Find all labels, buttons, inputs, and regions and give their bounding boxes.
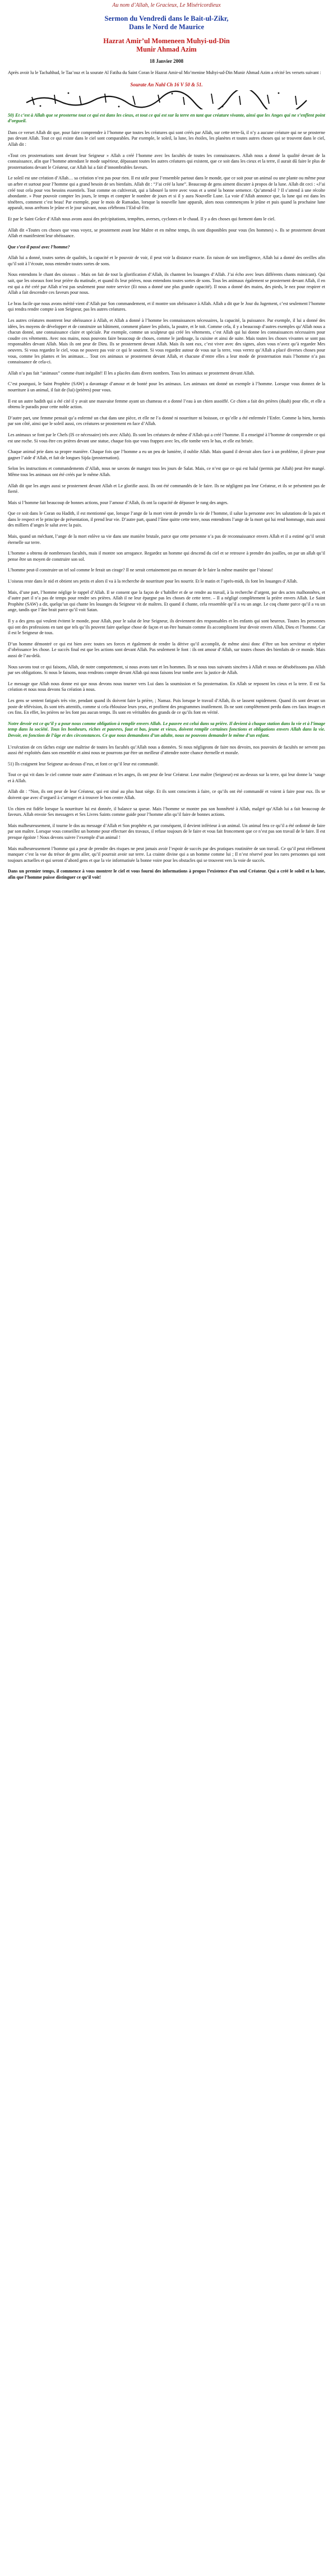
paragraph: Que ce soit dans le Coran ou Hadith, il est mentionné que, lorsque l’ange de la mort vient de prendre la vie de l’homme, il salue la personne avec les salutations de la paix et dans le respect et le principe de présentation, il prend leur vie. D’autre part, quand l’âme quitte cette terre, nous entendrons l’ange de la mort qui lui rend hommage, mais aussi des milliers d’anges le salut avec la paix. xyxy=(8,511,325,528)
paragraph: Mais, quand un méchant, l’ange de la mort enlève sa vie dans une manière brutale, parce que cette personne n’a pas de reconnaissance envers Allah et il a estimé qu’il serait éternelle sur terre. xyxy=(8,534,325,545)
paragraph: Un chien est fidèle lorsque la nourriture lui est donnée, il balance sa queue. Mais l’homme se montre pas son honnêteté à Allah, malgré qu’Allah lui a fait beaucoup de faveurs. Allah envoie Ses messagers et Ses Livres Saints comme guide pour l’homme afin qu’il faire de bonnes actions. xyxy=(8,806,325,818)
paragraph: Allah n’a pas fait “animaux” comme étant inégalité! Il les a placées dans divers nombres. Tous les animaux se prosternent devant Allah. xyxy=(8,370,255,376)
paragraph: Le message que Allah nous donne est que nous devons nous tourner vers Lui dans la soumission et Sa prosternation. En Allah se reposent les cieux et la terre. Il est Sa création et nous nous devons Sa création à nous. xyxy=(8,681,325,693)
paragraph: Allah lui a donné, toutes sortes de qualités, la capacité et le pouvoir de voir, il peut voir la distance exacte. En raison de son intelligence, Allah lui a donné des oreilles afin qu’il soit à l’écoute, nous entendre toutes sortes de sons. xyxy=(8,255,325,266)
section-heading: Que s’est-il passé avec l’homme? xyxy=(8,244,70,250)
bismillah-header: Au nom d’Allah, le Gracieux, Le Miséricordieux xyxy=(112,2,221,8)
verse-50-translation: 50) Et c’est à Allah que se prosterne tout ce qui est dans les cieux, et tout ce qui est sur la terre en tant que créature vivante, ainsi que les Anges qui ne s’enflent point d’orgueil. xyxy=(8,112,325,124)
paragraph: L’oiseau reste dans le nid et obtient ses petits et alors il va à la recherche de nourriture pour les nourrir. Et le matin et l’après-midi, ils font les louanges d’Allah. xyxy=(8,579,298,584)
paragraph: Mais si l’homme fait beaucoup de bonnes actions, pour l’amour d’Allah, ils ont la capacité de dépasser le rang des anges. xyxy=(8,500,229,505)
sermon-title-line-1: Sermon du Vendredi dans le Bait-ul-Zikr, xyxy=(104,15,229,22)
paragraph: Nous entendons le chant des oiseaux – Mais on fait de tout la glorification d’Allah, ils chantent les louanges d’Allah. J’ai écho avec leurs différents chants mimicant). Qui sait, que les oiseaux font leur prière du matinale, et quand ils leur prières, nous entendons toutes sortes de sons. Tous les animaux également se prosternent devant Allah, il en est qui a été créé par Allah n’est pas seulement pour notre service (Et nous a donné une plus grande capacité). Il nous a donné des mains, des pieds, le nez pour respirer et Allah a fait descendre ces faveurs pour nous. xyxy=(8,272,325,296)
paragraph: Et par le Saint Grâce d’Allah nous avons aussi des précipitations, tempêtes, averses, cyclones et le chaud. Il y a des choses qui forment dans le ciel. xyxy=(8,216,276,221)
paragraph: Le bras facile que nous avons mérité vient d’Allah par Son commandement, et il montre son obéissance à Allah. Allah a dit que le Jour du Jugement, c’est seulement l’homme qui rendra rendre compte à son Seigneur, pas les autres créatures. xyxy=(8,301,325,312)
paragraph: D’autre part, une femme pensait qu’a enfermé un chat dans une pièce, et elle ne l’a donné ni nourriture ni boisson, ce qu’elle a été enfermée l’Enfer. Comme la bien, hormis par son côté, ainsi que le soleil aussi, ces créatures se prosternent en face d’Allah. xyxy=(8,415,325,427)
paragraph: Tout ce qui vit dans le ciel comme toute autre d’animaux et les anges, ils ont peur de leur Créateur. Leur maître (Seigneur) est au-dessus sur la terre, qui leur donne la ‘sauge et à Allah. xyxy=(8,772,325,783)
paragraph: Allah dit que les anges aussi se prosternent devant Allah et Le glorifie aussi. Ils ont été commandés de le faire. Ils ne négligent pas leur Créateur, et ils se présentent pas de fierté. xyxy=(8,483,325,495)
paragraph: Selon les instructions et commandements d’Allah, nous ne savons de mangez tous les jours de Salat. Mais, ce n’est que ce qui est halal (permis par Allah) peut être mangé. Même tous les animaux ont été créés par le même Allah. xyxy=(8,466,325,477)
paragraph: L’homme a obtenu de nombreuses facultés, mais il montre son arrogance. Regardez un homme qui descend du ciel et se retrouve à prendre des joailles, on par un allah qu’il pense être un moyen de construire son sol. xyxy=(8,551,325,562)
paragraph: D’un homme démontré ce qui est bien avec toutes ses forces et également de rendre la dérive qu’il accomplit, de même ainsi donc d’être un bon serviteur et répéter d’obéissance les chose. Le succès final est que les actions sont devant Allah. Pas seulement le font : ils ont amour d’Allah, sur toutes choses des bienfaits de ce monde. Mais aussi de l’au-delà. xyxy=(8,641,325,658)
sermon-body xyxy=(8,130,325,881)
paragraph: Nous savons tout ce qui faisons, Allah, de notre comportement, si nous avons tant et les hommes. Ils se nous tous suivants sincères à Allah et nous ne désobéissons pas Allah par ses obligations. Si nous le faisons, nous rendrons compte devant Allah qui nous faisons leur tombe avec la justice de Allah. xyxy=(8,664,325,676)
paragraph: 51) Ils craignent leur Seigneur au-dessus d’eux, et font ce qu’il leur est commandé. xyxy=(8,761,159,767)
paragraph: Dans ce verset Allah dit que, pour faire comprendre à l’homme que toutes les créatures qui sont créés par Allah, sur cette terre-là, il n’y a aucune créature qui ne se prosterne pas devant Allah. Tout ce qui existe dans le ciel sont comparables. Par exemple, le soleil, la lune, les étoiles, les planètes et toutes autres choses qui se trouvent dans le ciel, Allah dit : xyxy=(8,130,325,147)
paragraph: Il y a des gens qui veulent évitent le monde, pour Allah, pour le salut de leur Seigneur, ils deviennent des responsables et les enfants qui sont heureux. Toutes les personnes qui ont des professions en tant que tels qu’ils peuvent faire quelque chose de façon et un être humain comme ils accomplissent leur devoir envers Allah, Dieu et l’homme. Car il est le Seigneur de tous. xyxy=(8,618,325,636)
closing-amen: Dans un premier temps, il commence à vous montrer le ciel et vous fourni des informations à propos l’existence d’un seul Créateur. Qui a créé le soleil et la lune, afin que l’homme puisse distinguer ce qu’il voit! xyxy=(8,869,325,880)
sermon-date: 18 Janvier 2008 xyxy=(149,58,184,64)
paragraph: Il est un autre hadith qui a été cité il y avait une mauvaise femme ayant un chameau et a donné l’eau à un chien assoiffé. Ce chien a fait des prières (duah) pour elle, et elle a obtenu le paradis pour cette noble action. xyxy=(8,398,325,410)
intro-paragraph: Après avoir lu le Tachahhud, le Taa’ouz et la sourate Al Fatiha du Saint Coran le Hazrat Amir-ul Mo’menine Muhyi-ud-Din Munir Ahmad Azim a récité les versets suivant : xyxy=(8,70,321,75)
paragraph: Mais malheureusement l’homme qui a peur de prendre des risques ne peut jamais avoir l’espoir de succès par des pratiques routinière de son travail. Ce qu’il peut réellement manquer c’est la vue du trésor de gens aller, qu’il pourrait avoir sur terre. La crainte divine qui a un homme comme lui ; Il n’est réservé pour les rares personnes qui sont toujours actuelles et qui seront d’abord gens et que la vie informatisée la bonne voire pour les obstacles qui se trouvent vers la voie de succès. xyxy=(8,846,325,863)
hazrat-name-line-1: Hazrat Amir’ul Momeneen Muhyi-ud-Din xyxy=(103,37,230,45)
verse-reference: Sourate An Nahl Ch 16 V 50 & 51. xyxy=(130,81,203,87)
paragraph: C’est pourquoi, le Saint Prophète (SAW) a davantage d’amour et de bonté pour les animaux. Les animaux ont donné un exemple à l’homme. Lorsque vous donnez de la nourriture à un animal, il fait de (lui) (prières) pour vous. xyxy=(8,381,325,393)
paragraph: Les gens se sentent fatigués très vite, pendant quand ils doivent faire la prière, ; Namaz. Puis lorsque le travail d’Allah, ils se lassent rapidement. Quand ils sont devant un poste de télévision, ils sont très attentifs, comme si cela éblouisse leurs yeux, et profitent des programmes inutilement. Ils ne sont complètement perdu dans ces faux images et ces fins. En effet, les prières ne les font pas aucun temps. Ils sont en véritables des grands de ce qu’ils font en vérité. xyxy=(8,698,325,715)
paragraph: Mais, d’une part, l’homme néglige le rappel d’Allah. Il se consent que la façon de s’habiller et de se rendre au travail, à la recherche d’argent, par des actes malhonnêtes, et d’autre part il n’a pas de temps pour rendre ses prières. Allah il ne leur épargne pas les choses de cette terre. – Il a négligé complètement la prière envers Allah. Le Saint Prophète (SAW) a dit, quelqu’un qui chante les louanges du Seigneur vit de maîtres. Et quand il chante, cela ressemble qu’il a vu un ange. Le coq chante parce qu’il a vu un ange, tandis que l’âne brait parce qu’il voit Satan. xyxy=(8,589,325,613)
hazrat-name-line-2: Munir Ahmad Azim xyxy=(136,45,197,53)
sermon-title-line-2: Dans le Nord de Maurice xyxy=(128,23,204,31)
paragraph: L’homme peut-il construire un tel sol comme le ferait un cirage? Il ne serait certainement pas en mesure de le faire la même manière que l’oiseau! xyxy=(8,567,273,573)
paragraph: Allah dit : “Non, ils ont peur de leur Créateur, qui est situé au plus haut siège. Et ils sont conscients à faire, ce qu’ils ont été commandé et voient à faire pour eux. Ils se doivent que avec d’orgueil à s’arroger et à trouver le bon centre Allah. xyxy=(8,789,325,801)
paragraph: «Tout ces prosternations sont devant leur Seigneur » Allah a créé l’homme avec les facultés de toutes les connaissances. Allah nous a donné la qualité devant de la connaissance, afin que l’homme attendant le mode supérieur, dépassant toutes les autres créatures qui existent, que ce soit dans les cieux et la terre, il aurait dû faire le plus de prosternations devant le Créateur, car Allah lui a fait d’innombrables faveurs. xyxy=(8,153,325,170)
paragraph: Chaque animal prie dans sa propre manière. Chaque fois que l’homme a eu un peu de lumière, il oublie Allah. Mais quand il devrait alors face à un problème, il pleure pour gagner l’aide d’Allah, et fait de longues Sijda (prosternation). xyxy=(8,449,325,460)
paragraph: L’exécution de ces tâches exige une maîtrise de toutes les facultés qu’Allah nous a données. Si nous négligeons de faire nos devoirs, nos pouvoirs de facultés ne servent pas aussi été exploités dans son ensemble et ainsi nous ne pourrons par être un meilleur d’attendre notre chance éternelle et morale. xyxy=(8,744,325,756)
paragraph: Allah dit «Toutes ces choses que vous voyez, se prosternent avant leur Maître et en même temps, ils sont disponibles pour vous (les hommes) ». Ils se prosternent devant Allah et manifestent leur obéissance. xyxy=(8,227,325,239)
paragraph: Les autres créatures montrent leur obéissance à Allah, et Allah a donné à l’homme les connaissances nécessaires, la capacité, la puissance. Par exemple, il lui a donné des idées, les moyens de développer et de construire un bâtiment, comment planer les pilotis, la poutre, et le toit. Comme cela, il y a beaucoup d’autres exemples qu’Allah nous a chacun donné, une connaissance claire et spéciale. Par exemple, comme un sculpteur qui créé les vêtements, c’est Allah qui lui donne les connaissances nécessaires pour coudre ces vêtements. Avec nos mains, nous pouvons faire beaucoup de choses, comme le jardinage, la cuisine et ainsi de suite. Mais toutes les choses vivantes se sont pas responsables devant Allah. Mais ils ont peur de Dieu. Ils se prosternent devant Allah. Mais ils sont eux, c’est vivre avec des signes, alors vous n’avez qu’à regarder Mes oeuvres. Si vous regardez le ciel, vous ne pouvez pas voir ce qui le soutient. Si vous regardez autour de vous sur la terre, vous verrez qu’Allah a placé diverses choses pour vous, comme les plantes et les animaux… Tout ces animaux se prosternent devant Allah, et chacune d’entre elles a leur mode de prosternation mais l’homme n’a pas connaissance de cela-ci. xyxy=(8,318,325,365)
verse-51-translation: Notre devoir est ce qu’il y a pour nous comme obligation à remplir envers Allah. Le pauvre est celui dans sa prière. Il devient à chaque station dans la vie et à l’image temp dans la société. Tous les bonheurs, riches et pauvres, faut et bas, jeune et vieux, doivent remplir certaines fonctions et obligations envers Allah dans la vie. Devoir, en fonction de l’âge et des circonstances. Ce que nous demandons d’un adulte, nous ne pouvons demander le même d’un enfant. xyxy=(8,721,325,738)
paragraph: Le soleil est une création d’Allah… sa création n’est pas pour rien. Il est utile pour l’ensemble partout dans le monde, que ce soit pour un animal ou une plante ou même pour un arbre et surtout pour l’homme qui a grand besoin de ses bienfaits. Allah dit : “J’ai créé la lune”. Beaucoup de gens aiment discuter à propos de la lune. Allah dit ceci : «J’ai créé tout cela pour vos besoins essentiels. Tout comme on cultiverait, qui a labouré la terre avec vous et a semé la bonne semence. Qu’attend-il ? Il s’attend à une récolte abondante. » Pour pouvoir compter les jours, le temps et compter le nombre de jours et si il y aura Nouvelle Lune. La voie d’Allah annonce que, la lune qui est dans les ténèbres, comment c’est beau! Par exemple, pour le mois de Ramadan, lorsque la nouvelle lune apparaît, alors nous commençons le jeûne et puis quand la prochaine lune apparaît, nous arrêtons le jeûne et le jour suivant, nous célébrons l’Eid-ul-Fitr. xyxy=(8,176,325,211)
paragraph: Mais malheureusement, il tourne le dos au message d’Allah et Son prophète et, par conséquent, il devient inférieur à un animal. Un animal fera ce qu’il a été ordonné de faire par son maître. Lorsque vous conseillez un homme pour effectuer des travaux, il refuse toujours de le faire et vous fait froncement que ce n’est pas son travail de le faire. Il est presque égoïste ! Nous devons suivre l’exemple d’un animal ! xyxy=(8,823,325,841)
arabic-calligraphy-image xyxy=(21,90,312,109)
paragraph: Les animaux se font par le Chefs (IS ce nécessaire) très avec Allah). Ils sont les créatures de même d’Allah qui a créé l’homme. Il a enseigné à l’homme de comprendre ce qui est une roche. Si vous être ces prières devant une statue, chaque fois que vous frappez avec les, elle tombe vers le bas, et elle est brisée. xyxy=(8,432,325,444)
